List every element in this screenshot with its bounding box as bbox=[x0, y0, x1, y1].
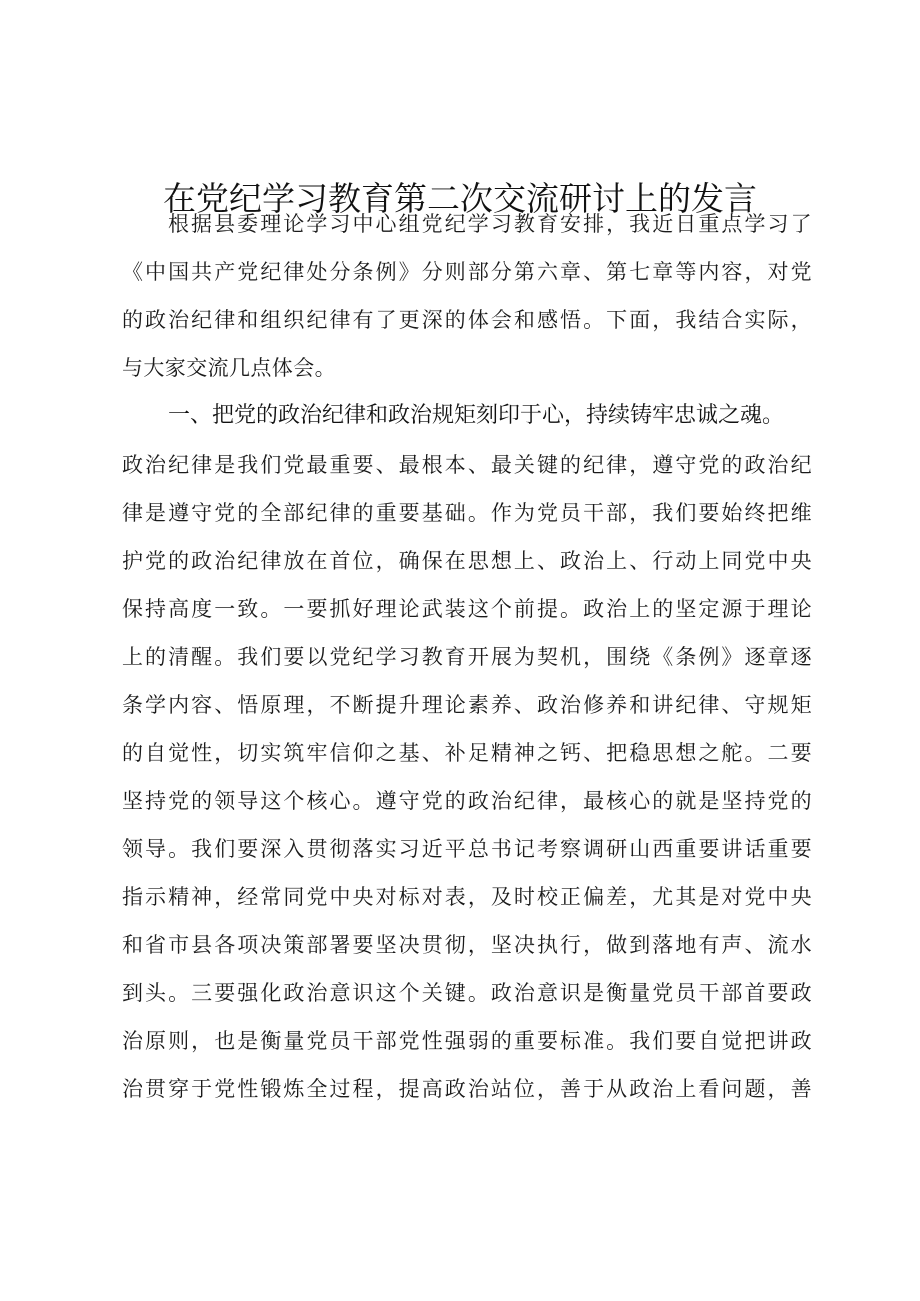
section-heading: 一、把党的政治纪律和政治规矩刻印于心，持续铸牢忠诚之魂。 bbox=[168, 403, 785, 428]
body-line: 的自觉性，切实筑牢信仰之基、补足精神之钙、把稳思想之舵。二要 bbox=[122, 741, 812, 765]
intro-line: 的政治纪律和组织纪律有了更深的体会和感悟。下面，我结合实际， bbox=[122, 308, 812, 332]
body-line: 政治纪律是我们党最重要、最根本、最关键的纪律，遵守党的政治纪 bbox=[122, 453, 812, 477]
body-line: 治贯穿于党性锻炼全过程，提高政治站位，善于从政治上看问题，善 bbox=[122, 1077, 812, 1101]
intro-line: 根据县委理论学习中心组党纪学习教育安排，我近日重点学习了 bbox=[168, 212, 812, 236]
body-line: 坚持党的领导这个核心。遵守党的政治纪律，最核心的就是坚持党的 bbox=[122, 789, 812, 813]
body-line: 条学内容、悟原理，不断提升理论素养、政治修养和讲纪律、守规矩 bbox=[122, 693, 812, 717]
body-line: 上的清醒。我们要以党纪学习教育开展为契机，围绕《条例》逐章逐 bbox=[122, 645, 812, 669]
body-line: 治原则，也是衡量党员干部党性强弱的重要标准。我们要自觉把讲政 bbox=[122, 1029, 812, 1053]
body-line: 律是遵守党的全部纪律的重要基础。作为党员干部，我们要始终把维 bbox=[122, 501, 812, 525]
document-title: 在党纪学习教育第二次交流研讨上的发言 bbox=[163, 179, 757, 218]
body-line: 护党的政治纪律放在首位，确保在思想上、政治上、行动上同党中央 bbox=[122, 549, 812, 573]
body-line: 领导。我们要深入贯彻落实习近平总书记考察调研山西重要讲话重要 bbox=[122, 837, 812, 861]
body-line: 到头。三要强化政治意识这个关键。政治意识是衡量党员干部首要政 bbox=[122, 981, 812, 1005]
body-line: 指示精神，经常同党中央对标对表，及时校正偏差，尤其是对党中央 bbox=[122, 885, 812, 909]
body-line: 和省市县各项决策部署要坚决贯彻，坚决执行，做到落地有声、流水 bbox=[122, 933, 812, 957]
body-line: 保持高度一致。一要抓好理论武装这个前提。政治上的坚定源于理论 bbox=[122, 597, 812, 621]
intro-line: 《中国共产党纪律处分条例》分则部分第六章、第七章等内容，对党 bbox=[122, 260, 812, 284]
intro-line: 与大家交流几点体会。 bbox=[122, 356, 336, 380]
